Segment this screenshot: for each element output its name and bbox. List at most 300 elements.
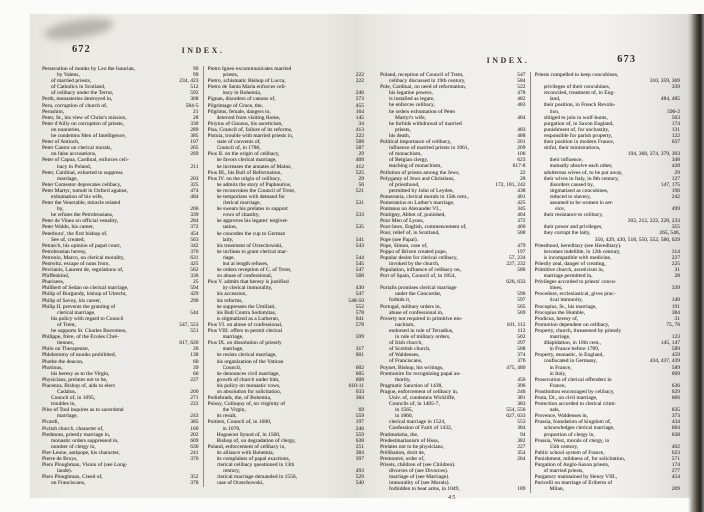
entry-text: sinful, their ministrations, <box>543 145 601 152</box>
entry-page-refs: 553 <box>517 419 526 426</box>
entry-text: Poynet, Bishop, his writings, <box>380 364 444 371</box>
entry-text: on abuse of confessional, <box>216 273 273 280</box>
entry-text: Council, <box>222 364 242 371</box>
entry-page-refs: 29 <box>674 169 680 176</box>
entry-text: his reforms, <box>216 297 243 304</box>
entry-page-refs: 617-8 <box>512 163 526 170</box>
entry-text: marriage, <box>57 175 78 182</box>
entry-text: vows of chastity, <box>222 212 260 219</box>
entry-page-refs: 123 <box>671 334 680 341</box>
entry-page-refs: 478 <box>517 90 526 97</box>
entry-page-refs: 29 <box>358 175 364 182</box>
entry-text: abuse of confessional in, <box>389 309 444 316</box>
entry-text: Cadalus, <box>57 388 77 395</box>
entry-text: Prelates not to be physicians, <box>380 443 445 450</box>
entry-page-refs: 339 <box>671 84 680 91</box>
entry-text: their influence, <box>549 157 583 164</box>
entry-page-refs: 552 <box>355 303 364 310</box>
entry-text: in 1860, <box>395 413 414 420</box>
entry-page-refs: 425 <box>517 199 526 206</box>
entry-text: bines, <box>549 285 563 292</box>
entry-page-refs: 547 <box>355 267 364 274</box>
index-line <box>208 480 365 486</box>
entry-text: he approves his legates' tergiver- <box>216 218 289 225</box>
entry-text: his legatine powers, <box>389 90 433 97</box>
entry-page-refs: 191 <box>671 303 680 310</box>
entry-text: he enforces celibacy, <box>389 102 435 109</box>
entry-text: he concedes the cup to German <box>216 230 286 237</box>
entry-text: Pope, Simon, case of, <box>380 242 428 249</box>
entry-page-refs: 599 <box>355 334 364 341</box>
entry-page-refs: 484, 485 <box>660 96 680 103</box>
entry-page-refs: 544 <box>355 254 364 261</box>
entry-page-refs: 138 <box>190 352 199 359</box>
entry-text: Peter of Antioch, <box>42 139 80 146</box>
entry-text: Pisa, Council of, failure of its reforms, <box>207 126 293 133</box>
entry-text: Pierre de Bruys, <box>42 456 78 462</box>
entry-text: Podiebrads, the, of Bohemia, <box>207 395 272 402</box>
entry-text: Pistoia, trouble with married priests in, <box>207 133 294 140</box>
entry-page-refs: 522 <box>517 84 526 91</box>
entry-page-refs: 484 <box>517 114 526 121</box>
entry-text: of Catholics in Scotland, <box>51 84 106 91</box>
entry-text: Predestinarianism of Huss, <box>380 437 440 444</box>
entry-text: adulterous wives of, to be put away, <box>543 169 623 176</box>
entry-page-refs: 609 <box>671 370 680 377</box>
entry-text: on absolution for solicitation, <box>216 388 282 395</box>
entry-page-refs: 348 <box>671 157 680 164</box>
entry-text: Peter Comestor deprecates celibacy, <box>42 181 122 188</box>
entry-page-refs: 408 <box>355 157 364 164</box>
entry-page-refs: 310, 359, 369 <box>649 78 680 85</box>
entry-page-refs: 531 <box>355 200 364 207</box>
entry-text: purgation of, in Saxon England, <box>543 120 614 127</box>
entry-page-refs: 562 <box>190 267 199 274</box>
entry-text: his heresy as to the Virgin, <box>51 370 110 377</box>
entry-page-refs: 174 <box>671 120 680 127</box>
entry-page-refs: 370 <box>190 456 199 462</box>
entry-page-refs: 635 <box>671 407 680 414</box>
entry-text: Pius VIII. offers to permit clerical <box>207 328 283 335</box>
entry-page-refs: 589 <box>671 346 680 353</box>
entry-text: priests, <box>395 126 411 133</box>
entry-page-refs: 455 <box>355 102 364 109</box>
entry-text: in France before 1789, <box>549 346 600 353</box>
entry-page-refs: 460 <box>517 224 526 231</box>
entry-page-refs: 101, 112 <box>506 321 526 328</box>
entry-page-refs: 563 <box>190 236 199 243</box>
entry-page-refs: 28 <box>674 273 680 280</box>
entry-page-refs: 551 <box>190 328 199 335</box>
entry-text: number of clergy in, <box>51 443 96 450</box>
entry-text: reduced to slavery, <box>549 193 591 200</box>
entry-text: Premontré, order of, <box>380 455 425 462</box>
entry-page-refs: 584-5 <box>185 102 199 109</box>
entry-page-refs: 251 <box>355 443 364 450</box>
entry-text: he suppresses the Umiliati, <box>216 303 276 310</box>
entry-page-refs: 317 <box>355 346 364 353</box>
entry-page-refs: 425 <box>190 261 199 267</box>
entry-text: Property, church, threatened by priestly <box>534 327 622 334</box>
entry-page-refs: 554, 556 <box>506 407 526 414</box>
entry-text: Council of, in 1095, <box>51 395 96 402</box>
entry-page-refs: 596 <box>517 291 526 298</box>
entry-text: exhumation of his wife, <box>51 193 104 200</box>
entry-page-refs: 201 <box>517 139 526 146</box>
entry-page-refs: 434 <box>671 419 680 426</box>
entry-page-refs: 374 <box>517 352 526 359</box>
entry-text: of Irish church, <box>389 340 423 347</box>
entry-text: his accession, <box>216 291 247 298</box>
entry-page-refs: 559 <box>355 413 364 420</box>
entry-text: is stigmatized as a Lutheran, <box>216 315 280 322</box>
entry-text: clerical marriage demanded in 1556, <box>216 474 297 481</box>
entry-text: Peru, corruption of church of, <box>42 102 108 109</box>
entry-text: Peter de Vinea on official venality, <box>42 218 119 225</box>
entry-page-refs: 573 <box>355 96 364 103</box>
entry-page-refs: 499 <box>671 206 680 213</box>
entry-text: Huguenot Synod of, in 1560, <box>216 431 281 438</box>
entry-page-refs: 160 <box>190 425 199 432</box>
entry-page-refs: 512 <box>190 84 199 91</box>
entry-text: he supports St. Charles Borromeo, <box>51 328 127 335</box>
entry-page-refs: 243 <box>190 413 199 420</box>
entry-text: Peter, Cardinal, exhorted to suppress <box>42 169 123 176</box>
entry-page-refs: 493 <box>355 468 364 475</box>
entry-page-refs: 145 <box>355 114 364 121</box>
entry-page-refs: 112 <box>517 327 526 334</box>
index-line <box>380 486 526 492</box>
entry-text: Popular desire for clerical celibacy, <box>380 254 458 261</box>
entry-text: Phlebotomy of monks prohibited, <box>42 352 116 359</box>
entry-text: Petronio, Marco, on clerical morality, <box>42 254 125 261</box>
entry-page-refs: 412 <box>355 163 364 170</box>
entry-page-refs: 22 <box>520 169 526 176</box>
entry-text: Promotion dependent on celibacy, <box>534 321 610 328</box>
entry-text: Pfaffenkind, <box>42 273 70 280</box>
entry-text: Protection accorded to clerical crimi- <box>534 401 617 408</box>
entry-page-refs: 397 <box>355 456 364 462</box>
entry-text: Pilgrimage of Grace, the, <box>207 102 263 109</box>
entry-page-refs: 633 <box>355 388 364 395</box>
entry-page-refs: 547 <box>517 72 526 78</box>
entry-page-refs: 521 <box>355 187 364 194</box>
entry-text: Pharisees, <box>42 279 65 286</box>
entry-text: clerical celibacy questioned in 13th <box>216 462 295 469</box>
entry-page-refs: 227, 232 <box>506 260 526 267</box>
entry-text: Councils of, in 1405-7, <box>389 401 440 408</box>
entry-text: permitted by John of Leyden, <box>389 187 454 194</box>
entry-page-refs: 430 <box>355 285 364 292</box>
entry-text: by clerical immorality, <box>222 285 273 292</box>
entry-text: Bishop of, on degradation of clergy, <box>216 437 296 444</box>
entry-page-refs: 211 <box>190 163 199 170</box>
entry-text: century, <box>222 468 241 475</box>
entry-text: divorces of (see Divorces). <box>389 468 449 475</box>
entry-text: Pentwitz, escape of nuns from, <box>42 261 110 267</box>
entry-text: Purgation of Anglo-Saxon priests, <box>534 462 610 468</box>
entry-text: Peter, St., his view of Christ's mission, <box>42 114 127 121</box>
entry-text: proportion of clergy in, <box>543 431 595 438</box>
entry-page-refs: 482 <box>517 96 526 103</box>
entry-page-refs: 222 <box>190 401 199 408</box>
entry-page-refs: 25 <box>193 279 199 286</box>
entry-page-refs: 289 <box>190 126 199 133</box>
entry-text: Prodicus, heresy of, <box>534 315 579 322</box>
entry-page-refs: 203 <box>190 175 199 182</box>
entry-text: priests, <box>222 72 239 79</box>
entry-text: Petrarch, his opinion of papal court, <box>42 242 121 249</box>
entry-page-refs: 456 <box>517 376 526 383</box>
entry-page-refs: 28 <box>193 114 199 121</box>
entry-text: his policy with regard to Council <box>51 315 124 322</box>
entry-page-refs: 345 <box>517 206 526 213</box>
index-column-right-1 <box>376 72 530 493</box>
entry-page-refs: 106 <box>517 151 526 158</box>
entry-text: is installed as legate, <box>389 96 435 103</box>
entry-page-refs: 578 <box>355 309 364 316</box>
entry-text: its complaints of papal exactions, <box>216 456 290 462</box>
entry-page-refs: 385 <box>190 419 199 426</box>
entry-text: Prague, enforcement of celibacy in, <box>380 388 459 395</box>
entry-text: of Belgian clergy, <box>389 157 429 164</box>
entry-text: Priestly zeal, danger of creating, <box>534 260 606 267</box>
entry-page-refs: 354 <box>517 449 526 456</box>
entry-page-refs: 197 <box>517 248 526 255</box>
entry-page-refs: 483 <box>517 126 526 133</box>
entry-page-refs: 196 <box>671 187 680 194</box>
entry-text: marriage, <box>222 346 244 353</box>
entry-text: Pontanus on Alexander VI., <box>380 206 441 213</box>
entry-page-refs: 339 <box>671 285 680 292</box>
entry-text: Public school system of France, <box>534 449 605 456</box>
entry-text: his Bull Contra Sodomitas, <box>216 309 277 316</box>
entry-text: bacy in Bohemia, <box>222 90 262 97</box>
entry-page-refs: 209 <box>517 145 526 152</box>
entry-page-refs: 372 <box>190 224 199 231</box>
entry-text: Piedmont, priestly marriage in, <box>42 431 111 438</box>
entry-text: Pinytus of Gnosus, his asceticism, <box>207 120 283 127</box>
entry-text: forbids it, <box>389 297 411 304</box>
entry-text: by Valens, <box>57 72 80 79</box>
entry-text: he admits the story of Paphnutius, <box>216 181 292 188</box>
entry-text: Purgatory maintained by Henry VIII., <box>534 474 618 481</box>
entry-page-refs: 592 <box>190 90 199 97</box>
entry-page-refs: 241 <box>190 449 199 456</box>
entry-text: of married priests, <box>543 468 584 475</box>
entry-page-refs: 376 <box>517 358 526 365</box>
entry-text: Poissy, Colloquy of, on virginity of <box>207 401 286 408</box>
entry-page-refs: 39 <box>193 364 199 371</box>
entry-text: marriage permitted in, <box>543 273 593 280</box>
entry-text: Philip of Savoy, his career, <box>42 297 101 304</box>
entry-text: Pius VI. on abuse of confessional, <box>207 321 283 328</box>
entry-page-refs: 623 <box>517 157 526 164</box>
entry-text: Pibo of Toul inquires as to sacerdotal <box>42 407 124 414</box>
entry-page-refs: 370 <box>190 248 199 255</box>
entry-text: confiscated in Germany, <box>543 358 598 365</box>
entry-text: their position, in French Revolu- <box>543 102 616 109</box>
entry-page-refs: 202 <box>190 431 199 438</box>
entry-page-refs: 541 <box>355 236 364 243</box>
entry-page-refs: 355 <box>671 224 680 231</box>
entry-text: Poitiers, Council of, in 1000, <box>207 419 272 426</box>
entry-text: Peter Martyr, tumult in Oxford against, <box>42 187 129 194</box>
entry-text: Pietro de Santa Maria enforces celi- <box>207 84 287 91</box>
entry-text: Priesthood, hereditary (see Hereditary). <box>534 242 622 249</box>
entry-page-refs: 385 <box>190 133 199 140</box>
entry-text: teaching of monachism, <box>389 163 442 170</box>
entry-text: Pomeranius on Luther's marriage, <box>380 199 455 206</box>
entry-text: he inclines to grant clerical mar- <box>216 248 288 255</box>
entry-page-refs: 60 <box>193 358 199 365</box>
entry-text: their power and privileges, <box>543 224 603 231</box>
entry-text: he temporizes with demand for <box>216 193 285 200</box>
entry-text: Pius IV. on the origin of celibacy, <box>207 175 281 182</box>
right-page <box>374 24 686 493</box>
entry-text: deterred from visiting Rome, <box>216 114 281 121</box>
entry-text: Picardi, <box>42 419 59 426</box>
entry-text: of Scottish church, <box>389 346 431 353</box>
entry-page-refs: 297 <box>517 340 526 347</box>
entry-text: Procopius, St., his marriage, <box>534 303 597 310</box>
entry-page-refs: 372 <box>517 218 526 225</box>
entry-text: is incompatible with medicine, <box>543 254 612 261</box>
entry-text: privileges of their concubines, <box>543 84 611 91</box>
entry-page-refs: 429 <box>190 291 199 298</box>
entry-page-refs: 604 <box>671 425 680 432</box>
entry-page-refs: 99 <box>193 72 199 79</box>
entry-text: Poor Men of Lyons, <box>380 218 424 225</box>
entry-text: Philo on Therapeutæ, <box>42 346 90 353</box>
entry-text: Pius IX. on dissolution of priestly <box>207 340 282 347</box>
entry-text: Philip of Burgundy, bishop of Utrecht, <box>42 291 127 298</box>
entry-text: Philippe, frère, of the Écoles Chré- <box>42 334 119 341</box>
entry-text: in 1078, <box>222 425 241 432</box>
entry-page-refs: 623 <box>671 449 680 456</box>
entry-page-refs: 122 <box>671 132 680 139</box>
entry-text: celibacy discussed in 19th century, <box>389 78 466 85</box>
entry-page-refs: 325 <box>190 181 199 188</box>
entry-page-refs: 384 <box>517 425 526 432</box>
entry-text: on false accusations, <box>51 151 97 158</box>
entry-text: Peter Cantor on clerical morals, <box>42 145 112 152</box>
entry-text: in France, <box>549 364 572 371</box>
entry-text: Piacenza, Bishop of, aids to elect <box>42 382 115 389</box>
entry-text: of Trent, <box>57 321 76 328</box>
entry-page-refs: 174 <box>671 462 680 468</box>
entry-text: See of, created, <box>51 236 85 243</box>
entry-text: clerical marriage, <box>222 200 261 207</box>
right-page-columns <box>374 72 686 493</box>
entry-page-refs: 164 <box>355 108 364 115</box>
entry-page-refs: 271 <box>190 395 199 402</box>
entry-page-refs: 314 <box>671 248 680 255</box>
entry-page-refs: 590-2 <box>667 108 680 115</box>
entry-page-refs: 629 <box>671 388 680 395</box>
entry-text: Prélibation, droit de, <box>380 449 426 456</box>
entry-page-refs: 545 <box>355 261 364 267</box>
entry-page-refs: 384 <box>355 449 364 456</box>
entry-text: its alliance with Bohemia, <box>216 449 274 456</box>
entry-text: nals, <box>549 407 560 414</box>
entry-page-refs: 547, 553 <box>179 321 199 328</box>
entry-text: Pius III., his Bull of Reformation, <box>207 169 282 176</box>
entry-text: Milan, <box>549 486 565 493</box>
entry-text: invoked by the church, <box>389 260 440 267</box>
entry-text: nachism, <box>395 321 415 328</box>
entry-text: Pilgrims, female, dangers to, <box>207 108 271 115</box>
entry-text: of monachism, <box>389 151 422 158</box>
entry-text: case of Orzechowski, <box>216 480 264 487</box>
entry-text: he orders reception of C. of Trent, <box>216 267 292 274</box>
entry-text: Political importance of celibacy, <box>380 139 452 146</box>
entry-page-refs: 602 <box>355 364 364 371</box>
entry-text: Primitive church, asceticism in, <box>534 267 604 273</box>
index-line <box>535 486 681 492</box>
entry-page-refs: 368 <box>190 96 199 103</box>
entry-text: Pier-Leone, antipope, his character, <box>42 449 120 456</box>
entry-page-refs: 484 <box>190 193 199 200</box>
entry-page-refs: 483 <box>517 102 526 109</box>
entry-text: its result, <box>216 413 237 420</box>
right-page-header <box>380 54 680 68</box>
entry-page-refs: 543 <box>355 242 364 249</box>
entry-page-refs: 227 <box>517 443 526 450</box>
entry-page-refs: 140 <box>671 297 680 304</box>
entry-text: Poor, relief of, in Scotland, <box>380 230 440 237</box>
entry-text: sation, <box>222 224 238 231</box>
entry-page-refs: 601 <box>355 352 364 359</box>
entry-page-refs: 227 <box>671 254 680 261</box>
entry-page-refs: 594 <box>190 285 199 292</box>
entry-page-refs: 547 <box>355 291 364 298</box>
entry-page-refs: 637 <box>671 139 680 146</box>
entry-page-refs: 194, 368, 374, 379, 393 <box>627 151 680 158</box>
entry-text: monastic orders suppressed in, <box>51 437 119 444</box>
entry-text: tiennes, <box>57 340 74 347</box>
entry-page-refs: 266 <box>190 206 199 213</box>
entry-text: forbidden to bear arms, in 1049, <box>389 486 460 493</box>
entry-text: mutually absolve each other, <box>549 163 613 170</box>
entry-text: Procedure, ecclesiastical, gives prac- <box>534 291 616 298</box>
entry-page-refs: 197 <box>355 419 364 426</box>
entry-page-refs: 548-50 <box>348 297 364 304</box>
entry-page-refs: 401 <box>517 193 526 200</box>
right-page-number: 673 <box>617 54 636 65</box>
entry-text: Pietro Igneo excommunicates married <box>207 66 292 72</box>
right-index-title: INDEX. <box>486 56 530 65</box>
entry-text: 15th century, <box>549 443 579 450</box>
entry-text: of married priests, <box>51 78 92 85</box>
entry-page-refs: 330 <box>190 120 199 127</box>
entry-text: state of convents of, <box>216 139 261 146</box>
entry-text: Pontigny, Abbot of, punished, <box>380 212 446 219</box>
entry-text: of Franciscans, <box>389 358 423 365</box>
left-page <box>36 24 370 487</box>
entry-text: Portalis promises clerical marriage <box>380 285 457 292</box>
entry-text: Priests compelled to keep concubines, <box>534 72 619 78</box>
entry-text: Prussia, West, morals of clergy, in <box>534 437 610 444</box>
entry-page-refs: 569 <box>517 309 526 316</box>
entry-text: Peter the Venerable, miracle related <box>42 200 121 207</box>
entry-page-refs: 459 <box>671 352 680 359</box>
entry-page-refs: 378 <box>190 480 199 487</box>
entry-text: Pole, Cardinal, on need of reformation, <box>380 84 467 91</box>
entry-page-refs: 242 <box>671 193 680 200</box>
entry-page-refs: 265, 546, <box>659 230 680 237</box>
entry-text: Philibert of Sedan on clerical marriage, <box>42 285 129 292</box>
